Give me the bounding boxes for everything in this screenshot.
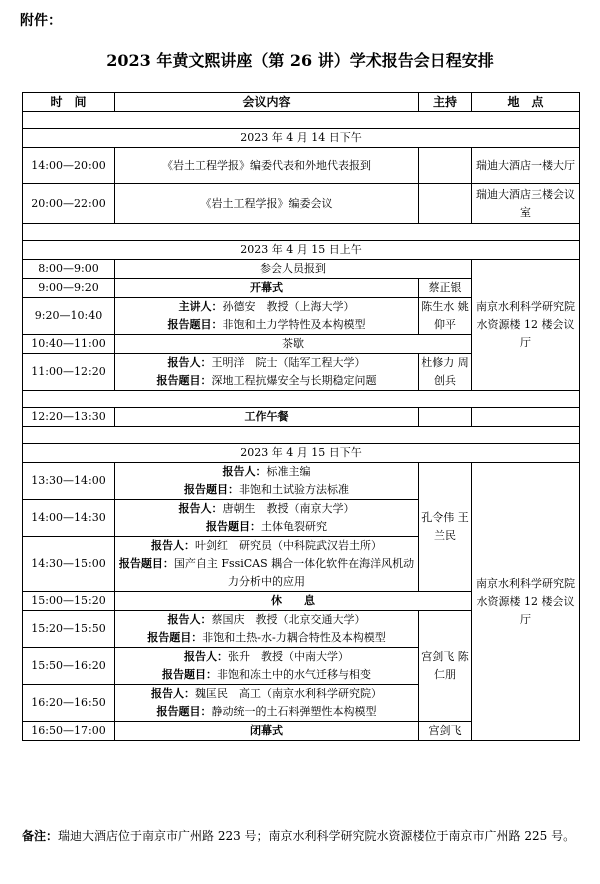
topic-label: 报告题目： — [206, 520, 261, 533]
topic-label: 报告题目： — [167, 318, 223, 331]
date-label: 2023 年 4 月 14 日下午 — [23, 129, 580, 148]
date-label: 2023 年 4 月 15 日上午 — [23, 241, 580, 260]
topic-text: 非饱和土力学特性及本构模型 — [222, 318, 366, 331]
content-cell: 休 息 — [115, 592, 472, 611]
host-cell: 蔡正银 — [419, 279, 472, 298]
time-cell: 11:00—12:20 — [23, 354, 115, 391]
spacer-row — [23, 391, 580, 408]
topic-text: 非饱和土试验方法标准 — [239, 483, 349, 496]
lunch-row — [23, 408, 580, 427]
topic-text: 静动统一的土石料弹塑性本构模型 — [211, 705, 377, 718]
content-cell — [115, 685, 419, 722]
venue-cell: 瑞迪大酒店三楼会议室 — [472, 184, 580, 224]
table-row — [23, 260, 580, 279]
speaker-name: 魏匡民 高工（南京水利科学研究院） — [195, 687, 382, 700]
speaker-label: 报告人： — [222, 465, 267, 478]
content-cell: 茶歇 — [115, 335, 472, 354]
host-cell — [419, 184, 472, 224]
page-title: 2023 年黄文熙讲座（第 26 讲）学术报告会日程安排 — [106, 51, 494, 70]
speaker-label: 报告人： — [167, 613, 212, 626]
table-row — [23, 184, 580, 224]
content-cell — [115, 354, 419, 391]
venue-cell — [472, 408, 580, 427]
spacer-row — [23, 112, 580, 129]
date-row-day1 — [23, 129, 580, 148]
content-cell: 《岩土工程学报》编委代表和外地代表报到 — [115, 148, 419, 184]
time-cell: 14:00—14:30 — [23, 500, 115, 537]
host-cell: 杜修力 周创兵 — [419, 354, 472, 391]
date-label: 2023 年 4 月 15 日下午 — [23, 444, 580, 463]
time-cell: 8:00—9:00 — [23, 260, 115, 279]
time-cell: 12:20—13:30 — [23, 408, 115, 427]
time-cell: 15:50—16:20 — [23, 648, 115, 685]
speaker-label: 报告人： — [184, 650, 228, 663]
speaker-name: 蔡国庆 教授（北京交通大学） — [211, 613, 366, 626]
time-cell: 9:00—9:20 — [23, 279, 115, 298]
speaker-label: 报告人： — [178, 502, 223, 515]
topic-label: 报告题目： — [156, 374, 212, 387]
content-cell: 参会人员报到 — [115, 260, 472, 279]
content-cell: 工作午餐 — [115, 408, 419, 427]
topic-label: 报告题目： — [147, 631, 203, 644]
speaker-label: 主讲人： — [178, 300, 223, 313]
speaker-label: 报告人： — [167, 356, 212, 369]
speaker-name: 标准主编 — [266, 465, 311, 478]
content-cell: 《岩土工程学报》编委会议 — [115, 184, 419, 224]
time-cell: 20:00—22:00 — [23, 184, 115, 224]
time-cell: 15:20—15:50 — [23, 611, 115, 648]
content-cell: 开幕式 — [115, 279, 419, 298]
speaker-name: 唐朝生 教授（南京大学） — [222, 502, 355, 515]
note-text: 瑞迪大酒店位于南京市广州路 223 号；南京水利科学研究院水资源楼位于南京市广州路 225 号。 — [58, 829, 576, 843]
host-cell — [419, 408, 472, 427]
topic-text: 非饱和冻土中的水气迁移与相变 — [217, 668, 371, 681]
header-venue: 地 点 — [472, 93, 580, 112]
time-cell: 9:20—10:40 — [23, 298, 115, 335]
topic-label: 报告题目： — [156, 705, 212, 718]
content-cell — [115, 537, 419, 592]
topic-label: 报告题目： — [118, 557, 174, 570]
table-row — [23, 463, 580, 500]
table-header-row — [23, 93, 580, 112]
host-cell: 陈生水 姚仰平 — [419, 298, 472, 335]
header-host: 主持 — [419, 93, 472, 112]
speaker-name: 孙德安 教授（上海大学） — [222, 300, 355, 313]
host-cell: 宫剑飞 陈仁朋 — [419, 611, 472, 722]
topic-text: 土体龟裂研究 — [261, 520, 327, 533]
footnote — [22, 826, 580, 846]
time-cell: 16:50—17:00 — [23, 722, 115, 741]
header-time: 时 间 — [23, 93, 115, 112]
schedule-table — [22, 92, 580, 741]
host-cell — [419, 148, 472, 184]
time-cell: 13:30—14:00 — [23, 463, 115, 500]
content-cell: 闭幕式 — [115, 722, 419, 741]
content-cell — [115, 648, 419, 685]
table-row — [23, 148, 580, 184]
venue-cell: 南京水利科学研究院水资源楼 12 楼会议厅 — [472, 463, 580, 741]
time-cell: 14:30—15:00 — [23, 537, 115, 592]
venue-cell: 南京水利科学研究院水资源楼 12 楼会议厅 — [472, 260, 580, 391]
venue-cell: 瑞迪大酒店一楼大厅 — [472, 148, 580, 184]
time-cell: 16:20—16:50 — [23, 685, 115, 722]
topic-label: 报告题目： — [162, 668, 217, 681]
topic-text: 非饱和土热-水-力耦合特性及本构模型 — [202, 631, 386, 644]
attachment-label: 附件： — [20, 13, 62, 29]
note-label: 备注： — [22, 829, 59, 843]
topic-label: 报告题目： — [184, 483, 239, 496]
content-cell — [115, 298, 419, 335]
spacer-row — [23, 224, 580, 241]
content-cell — [115, 463, 419, 500]
speaker-name: 王明洋 院士（陆军工程大学） — [211, 356, 366, 369]
speaker-name: 张升 教授（中南大学） — [228, 650, 349, 663]
content-cell — [115, 611, 419, 648]
speaker-label: 报告人： — [151, 687, 195, 700]
spacer-row — [23, 427, 580, 444]
header-content: 会议内容 — [115, 93, 419, 112]
topic-text: 国产自主 FssiCAS 耦合一体化软件在海洋风机动力分析中的应用 — [173, 557, 415, 588]
time-cell: 10:40—11:00 — [23, 335, 115, 354]
host-cell: 孔令伟 王兰民 — [419, 463, 472, 592]
time-cell: 14:00—20:00 — [23, 148, 115, 184]
date-row-day2-am — [23, 241, 580, 260]
speaker-label: 报告人： — [151, 539, 195, 552]
speaker-name: 叶剑红 研究员（中科院武汉岩土所） — [195, 539, 382, 552]
date-row-day2-pm — [23, 444, 580, 463]
host-cell: 宫剑飞 — [419, 722, 472, 741]
time-cell: 15:00—15:20 — [23, 592, 115, 611]
content-cell — [115, 500, 419, 537]
topic-text: 深地工程抗爆安全与长期稳定问题 — [211, 374, 377, 387]
